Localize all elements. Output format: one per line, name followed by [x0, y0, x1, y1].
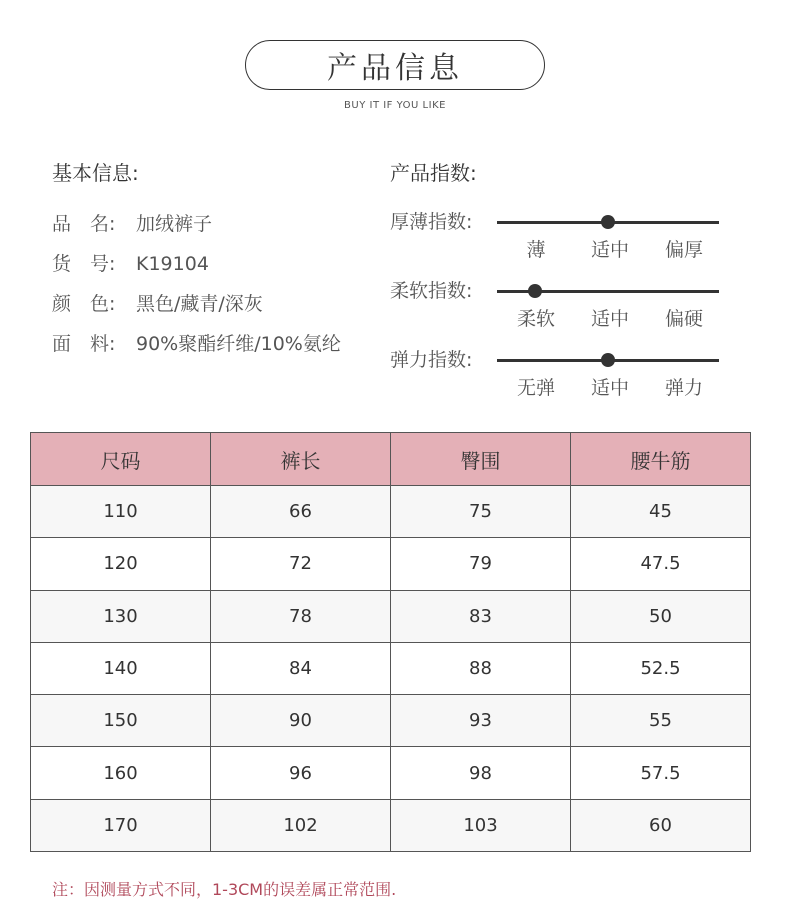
basic-info-row-sku [52, 249, 209, 276]
table-cell: 102 [211, 799, 391, 851]
basic-info-label: 颜 色: [52, 293, 116, 315]
index-track [497, 290, 719, 293]
table-cell: 110 [31, 486, 211, 538]
table-cell: 90 [211, 695, 391, 747]
index-knob [528, 284, 542, 298]
header-waist: 腰牛筋 [571, 433, 751, 486]
index-knob [601, 215, 615, 229]
header-hip: 臀围 [391, 433, 571, 486]
index-label: 柔软指数: [390, 280, 473, 302]
basic-info-value: 加绒裤子 [136, 213, 213, 235]
table-cell: 170 [31, 799, 211, 851]
basic-info-label: 品 名: [52, 213, 116, 235]
page-title: 产品信息 [245, 40, 545, 90]
index-row-softness [390, 276, 730, 336]
table-row [31, 590, 751, 642]
table-cell: 98 [391, 747, 571, 799]
table-cell: 75 [391, 486, 571, 538]
header-length: 裤长 [211, 433, 391, 486]
table-header-row [31, 433, 751, 486]
table-cell: 130 [31, 590, 211, 642]
index-option: 适中 [590, 377, 630, 399]
table-row [31, 538, 751, 590]
index-label: 弹力指数: [390, 349, 473, 371]
index-track [497, 359, 719, 362]
table-cell: 50 [571, 590, 751, 642]
basic-info-label: 面 料: [52, 333, 116, 355]
measurement-note: 注：因测量方式不同，1-3CM的误差属正常范围. [52, 880, 397, 899]
page-subtitle: BUY IT IF YOU LIKE [344, 100, 446, 111]
index-option: 弹力 [664, 377, 704, 399]
basic-info-value: 黑色/藏青/深灰 [136, 293, 263, 315]
table-cell: 47.5 [571, 538, 751, 590]
table-cell: 103 [391, 799, 571, 851]
table-cell: 88 [391, 642, 571, 694]
index-row-thickness [390, 207, 730, 267]
index-label: 厚薄指数: [390, 211, 473, 233]
header-size: 尺码 [31, 433, 211, 486]
table-cell: 93 [391, 695, 571, 747]
table-cell: 66 [211, 486, 391, 538]
table-cell: 150 [31, 695, 211, 747]
table-cell: 45 [571, 486, 751, 538]
index-option: 柔软 [516, 308, 556, 330]
table-row [31, 642, 751, 694]
table-cell: 83 [391, 590, 571, 642]
table-cell: 72 [211, 538, 391, 590]
index-option: 薄 [526, 239, 546, 261]
basic-info-heading: 基本信息: [52, 161, 139, 185]
product-index-heading: 产品指数: [390, 161, 477, 185]
basic-info-value: 90%聚酯纤维/10%氨纶 [136, 333, 341, 355]
index-option: 无弹 [516, 377, 556, 399]
index-row-elasticity [390, 345, 730, 405]
index-option: 偏硬 [664, 308, 704, 330]
basic-info-value: K19104 [136, 253, 209, 275]
table-cell: 96 [211, 747, 391, 799]
table-row [31, 799, 751, 851]
table-cell: 52.5 [571, 642, 751, 694]
table-cell: 78 [211, 590, 391, 642]
table-cell: 79 [391, 538, 571, 590]
index-option: 适中 [590, 308, 630, 330]
table-cell: 57.5 [571, 747, 751, 799]
basic-info-label: 货 号: [52, 253, 116, 275]
table-row [31, 695, 751, 747]
basic-info-row-fabric [52, 329, 341, 356]
table-cell: 60 [571, 799, 751, 851]
table-cell: 160 [31, 747, 211, 799]
table-row [31, 486, 751, 538]
index-option: 适中 [590, 239, 630, 261]
basic-info-row-color [52, 289, 263, 316]
table-cell: 140 [31, 642, 211, 694]
index-option: 偏厚 [664, 239, 704, 261]
index-knob [601, 353, 615, 367]
basic-info-row-name [52, 209, 212, 236]
table-cell: 84 [211, 642, 391, 694]
table-cell: 120 [31, 538, 211, 590]
table-cell: 55 [571, 695, 751, 747]
table-row [31, 747, 751, 799]
size-table [30, 432, 751, 852]
index-track [497, 221, 719, 224]
